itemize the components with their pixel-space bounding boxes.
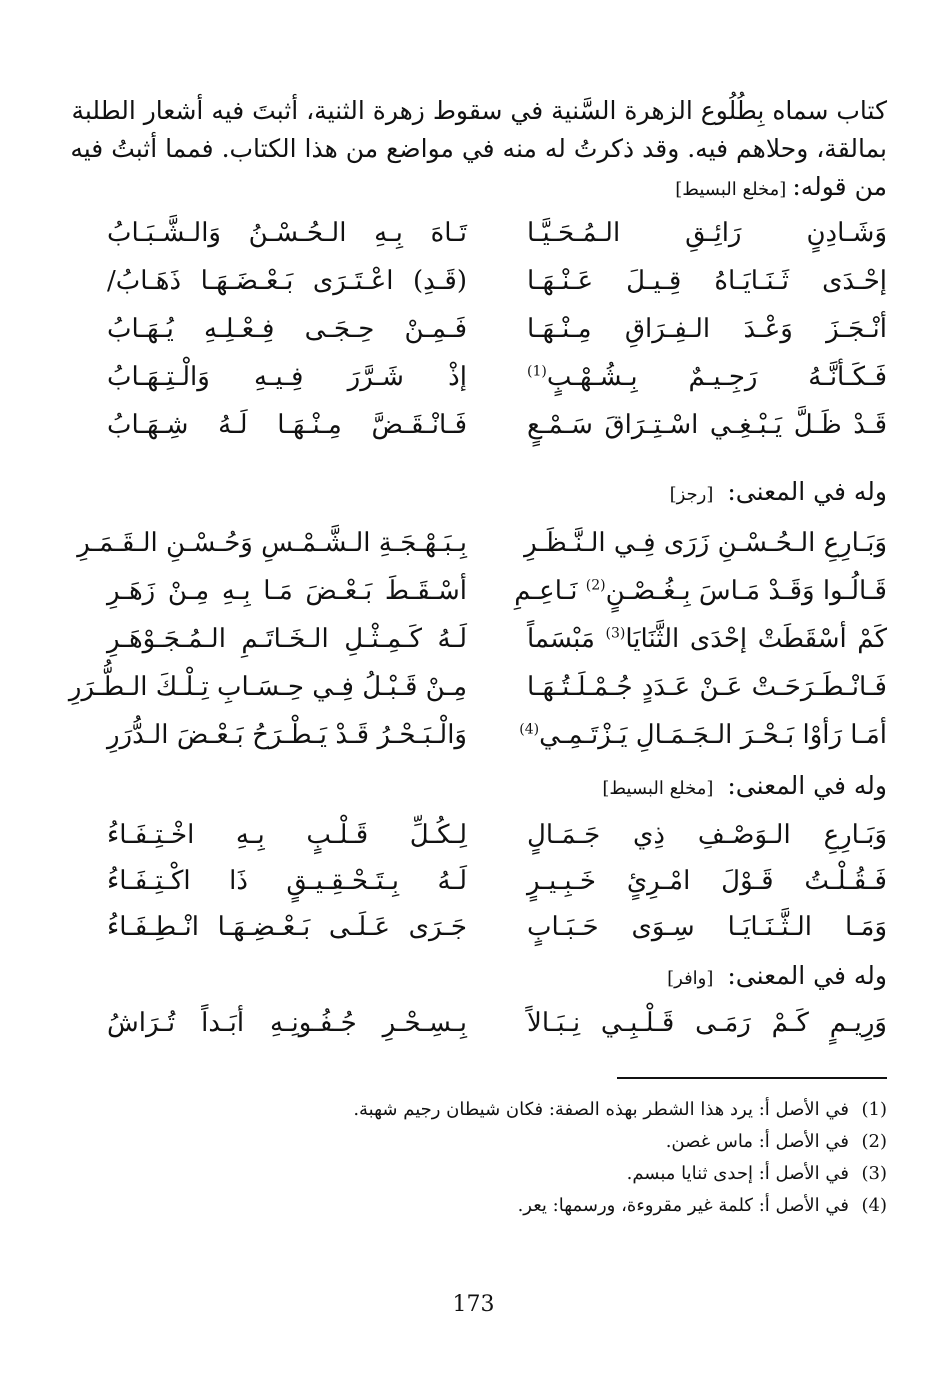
- verse-line: [107, 720, 887, 772]
- intro-line-1: كتاب سماه بِطُلُوع الزهرة السَّنية في سقوط زهرة الثنية، أثبتَ فيه أشعار الطلبة: [71, 96, 887, 125]
- verse-line: [107, 266, 887, 318]
- intro-line-3-text: من قوله:: [792, 172, 887, 201]
- verse-first-hemistich: إحْـدَى ثَـنَـايَـاهُ قِـيـلَ عَـنْـهَـا: [527, 266, 887, 296]
- verse-second-hemistich: لَـهُ بِـتَـحْـقِـيـقٍ ذَا اكْـتِـفَـاءُ: [107, 866, 467, 896]
- verse-second-hemistich: إذْ شَـرَّرَ فِـيـهِ وَالْـتِـهَـابُ: [107, 362, 467, 392]
- section-heading-label: وله في المعنى:: [727, 771, 887, 800]
- verse-second-hemistich: وَالْـبَـحْـرُ قَـدْ يَـطْـرَحُ بَـعْـضَ الـدُّرَرِ: [107, 720, 467, 750]
- footnote-number: (1): [861, 1099, 887, 1120]
- verse-first-hemistich: [527, 624, 887, 654]
- verse-first-hemistich: وَمَـا الـثَّـنَـايَـا سِـوَى حَـبَـابٍ: [527, 912, 887, 942]
- verse-first-hemistich: [527, 362, 887, 392]
- footnote-marker: (4): [519, 721, 540, 738]
- hemistich-text-tail: مَبْسَماً: [527, 624, 606, 654]
- footnote-marker: (2): [585, 577, 606, 594]
- section-heading-label: وله في المعنى:: [727, 477, 887, 506]
- verse-first-hemistich: أنْـجَـزَ وَعْـدَ الـفِـرَاقِ مِـنْـهَـا: [527, 314, 887, 344]
- verse-second-hemistich: لِـكُـلِّ قَـلْـبٍ بِـهِ اخْـتِـفَـاءُ: [107, 820, 467, 850]
- verse-line: [77, 528, 887, 580]
- hemistich-text: فَـكَـأنَّـهُ رَجِـيـمٌ بِـشُـهْـبٍ: [546, 362, 887, 392]
- hemistich-text: قَـالُـوا وَقَـدْ مَـاسَ بِـغُـصْـنٍ: [605, 576, 887, 606]
- verse-line: [107, 410, 887, 462]
- verse-line: [107, 362, 887, 414]
- intro-line-2: بمالقة، وحلاهم فيه. وقد ذكرتُ له منه في مواضع من هذا الكتاب. فمما أثبتُ فيه: [70, 134, 887, 163]
- footnote: [107, 1190, 887, 1222]
- hemistich-text: كَمْ أسْقَطَتْ إحْدَى الثَّنَايَا: [625, 624, 887, 654]
- verse-second-hemistich: (قَـدِ) اعْـتَـرَى بَـعْـضَـهَـا ذَهَـابُ/: [107, 266, 467, 296]
- footnote-marker: (1): [527, 363, 547, 380]
- footnote-number: (3): [861, 1163, 887, 1184]
- footnote-number: (4): [861, 1195, 887, 1216]
- hemistich-text-tail: نَـاعِـمِ: [514, 576, 586, 606]
- meter-label: [مخلع البسيط]: [675, 179, 787, 200]
- footnote: [107, 1158, 887, 1190]
- meter-label: [رجز]: [669, 484, 714, 505]
- verse-line: [107, 314, 887, 366]
- verse-first-hemistich: [519, 720, 887, 750]
- section-heading: [602, 768, 887, 807]
- verse-first-hemistich: [514, 576, 887, 606]
- footnote: [107, 1094, 887, 1126]
- footnote-marker: (3): [605, 625, 626, 642]
- footnotes: [107, 1094, 887, 1222]
- verse-line: [107, 866, 887, 918]
- verse-second-hemistich: فَـمِـنْ حِـجَـى فِـعْـلِـهِ يُـهَـابُ: [107, 314, 467, 344]
- verse-first-hemistich: فَـقُـلْـتُ قَـوْلَ امْـرِئٍ خَـبِـيـرٍ: [527, 866, 887, 896]
- verse-second-hemistich: أسْـقَـطَ بَـعْـضَ مَـا بِـهِ مِـنْ زَهَـرِ: [107, 576, 467, 606]
- verse-line: [107, 624, 887, 676]
- footnote-number: (2): [861, 1131, 887, 1152]
- verse-first-hemistich: وَبَـارِعِ الـوَصْـفِ ذِي جَـمَـالٍ: [527, 820, 887, 850]
- verse-first-hemistich: فَـانْـطَـرَحَـتْ عَـنْ عَـدَدٍ جُـمْـلَـتُـهَـا: [527, 672, 887, 702]
- hemistich-text: أمَـا رَأوْا بَـحْـرَ الـجَـمَـالِ يَـزْتَـمِـي: [539, 720, 887, 750]
- verse-second-hemistich: بِـسِـحْـرِ جُـفُـونِـهِ أبَـداً تُـرَاشُ: [107, 1008, 467, 1038]
- verse-line: [107, 820, 887, 872]
- footnote: [107, 1126, 887, 1158]
- verse-second-hemistich: تَـاهَ بِـهِ الـحُـسْـنُ وَالـشَّـبَـابُ: [107, 218, 467, 248]
- verse-line: [107, 218, 887, 270]
- verse-first-hemistich: وَشَـادِنٍ رَائِـقِ الـمُـحَـيَّـا: [527, 218, 887, 248]
- verse-first-hemistich: قَـدْ ظَـلَّ يَـبْـغِـي اسْـتِـرَاقَ سَـمْـعٍ: [527, 410, 887, 440]
- verse-second-hemistich: مِـنْ قَـبْـلُ فِـي حِـسَـابِ تِـلْـكَ الـطُّـرَرِ: [68, 672, 467, 702]
- section-heading: [667, 958, 887, 997]
- verse-line: [68, 672, 887, 724]
- page-number: 173: [452, 1292, 495, 1317]
- verse-line: [107, 912, 887, 964]
- footnote-separator: [617, 1077, 887, 1079]
- intro-line-3: [107, 168, 887, 209]
- footnote-text: في الأصل أ: يرد هذا الشطر بهذه الصفة: فكان شيطان رجيم شهبة.: [353, 1099, 849, 1120]
- meter-label: [وافر]: [667, 968, 714, 989]
- intro-paragraph: [70, 92, 887, 209]
- section-heading: [670, 474, 887, 513]
- verse-first-hemistich: وَبَـارِعِ الـحُـسْـنِ زَرَى فِـي الـنَّـظَـرِ: [524, 528, 887, 558]
- footnote-text: في الأصل أ: كلمة غير مقروءة، ورسمها: يعر.: [517, 1195, 849, 1216]
- footnote-text: في الأصل أ: إحدى ثنايا مبسم.: [626, 1163, 849, 1184]
- verse-second-hemistich: جَـرَى عَـلَـى بَـعْـضِـهَـا انْـطِـفَـاءُ: [107, 912, 467, 942]
- section-heading-label: وله في المعنى:: [727, 961, 887, 990]
- verse-line: [107, 576, 887, 628]
- meter-label: [مخلع البسيط]: [602, 778, 714, 799]
- verse-second-hemistich: فَـانْـقَـضَّ مِـنْـهَـا لَـهُ شِـهَـابُ: [107, 410, 467, 440]
- verse-second-hemistich: لَـهُ كَـمِـثْـلِ الـخَـاتَـمِ الـمُـجَـوْهَـرِ: [107, 624, 467, 654]
- verse-first-hemistich: وَرِيـمٍ كَـمْ رَمَـى قَـلْـبِـي نِـبَـالاً: [527, 1008, 887, 1038]
- verse-second-hemistich: بِـبَـهْـجَـةِ الـشَّـمْـسِ وَحُـسْـنِ الـقَـمَـرِ: [77, 528, 467, 558]
- verse-line: [107, 1008, 887, 1060]
- footnote-text: في الأصل أ: ماس غصن.: [665, 1131, 849, 1152]
